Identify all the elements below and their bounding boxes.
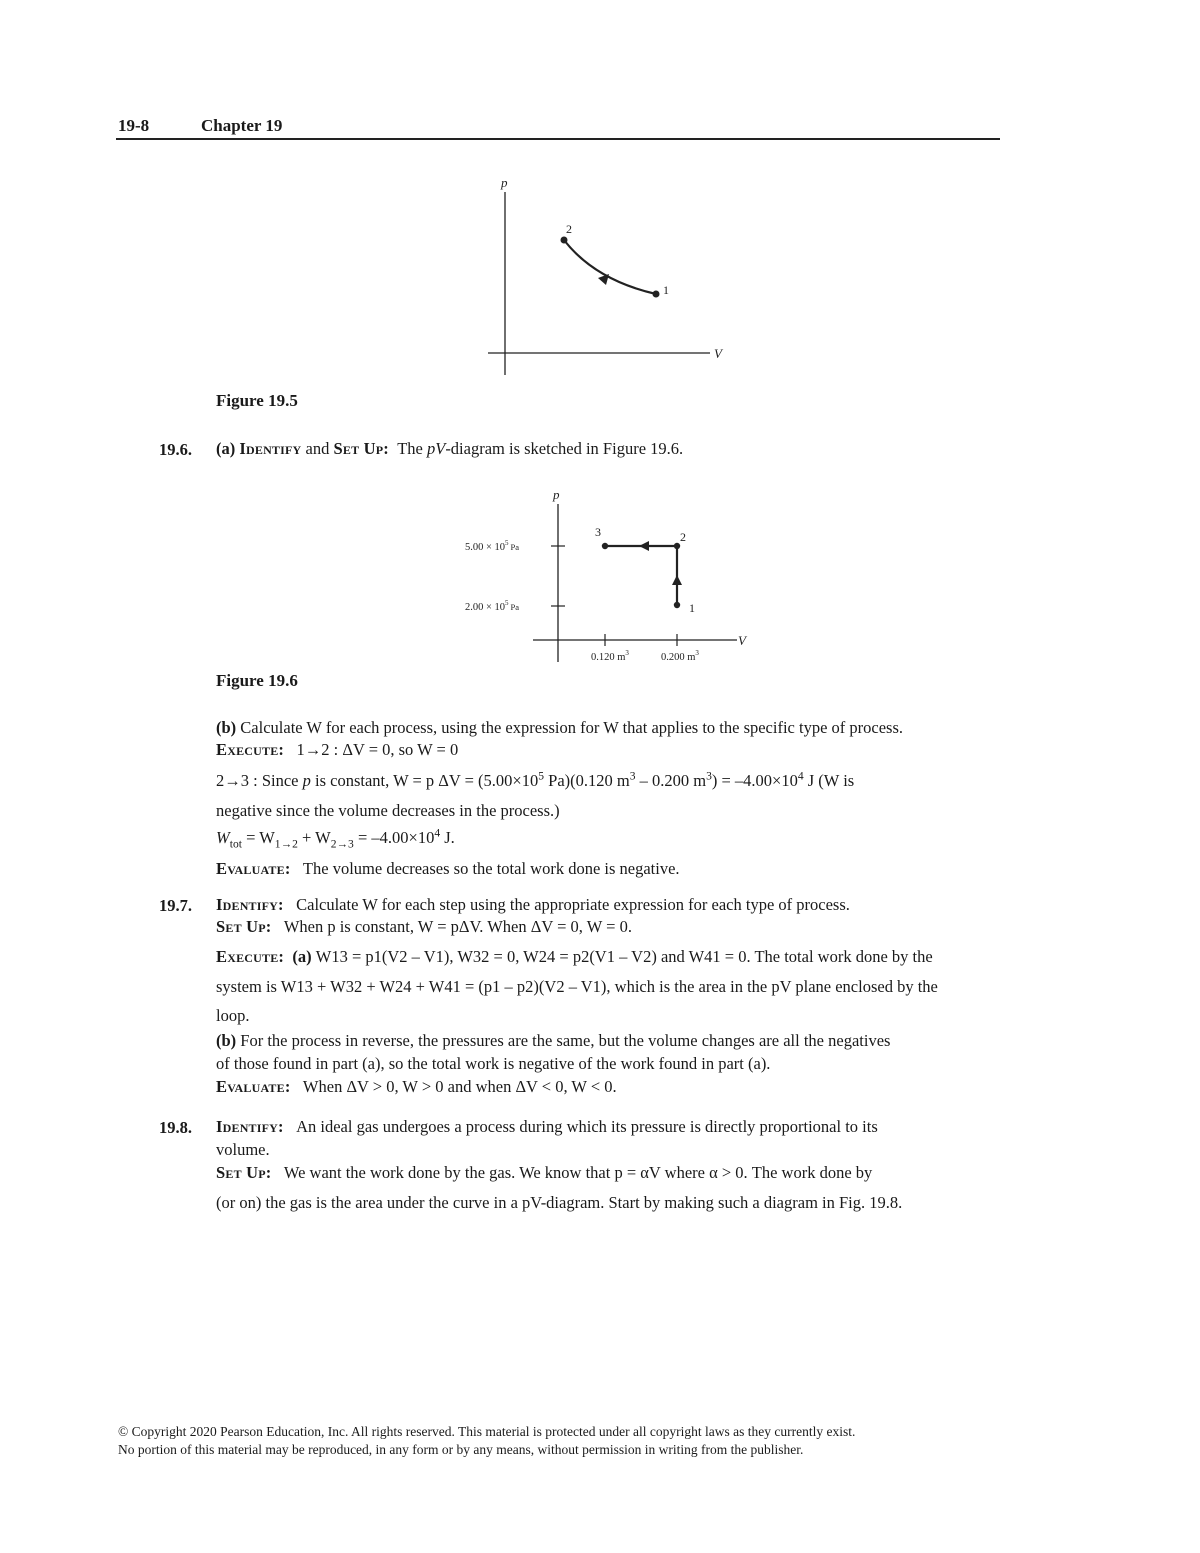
arrow-up <box>672 575 682 585</box>
problem-19-6-a-line: (a) Identify and Set Up: The pV-diagram is sketched in Figure 19.6. <box>216 439 684 458</box>
problem-19-7-system: system is W13 + W32 + W24 + W41 = (p1 – p2)(V2 – V1), which is the area in the pV plane enclosed by the <box>216 977 938 996</box>
point-2-label: 2 <box>680 530 686 544</box>
point-2-label: 2 <box>566 222 572 236</box>
problem-19-7-evaluate: Evaluate: When ΔV > 0, W > 0 and when ΔV < 0, W < 0. <box>216 1077 617 1096</box>
problem-19-8-number: 19.8. <box>159 1118 192 1137</box>
point-1-marker <box>653 291 660 298</box>
header-rule <box>116 138 1000 140</box>
problem-19-6-negative-note: negative since the volume decreases in the process.) <box>216 801 560 820</box>
problem-19-7-setup: Set Up: When p is constant, W = pΔV. When ΔV = 0, W = 0. <box>216 917 632 936</box>
problem-19-6-execute-line: Execute: 1→2 : ΔV = 0, so W = 0 <box>216 740 459 759</box>
problem-19-7-number: 19.7. <box>159 896 192 915</box>
figure-19-6-caption: Figure 19.6 <box>216 671 298 690</box>
point-3-marker <box>602 543 608 549</box>
point-1-label: 1 <box>663 283 669 297</box>
p-axis-label: p <box>553 487 560 502</box>
figure-19-6-diagram <box>455 484 755 669</box>
point-1-marker <box>674 602 680 608</box>
page-number: 19-8 <box>118 116 150 135</box>
v-axis-label: V <box>738 633 746 648</box>
footer-copyright-1: © Copyright 2020 Pearson Education, Inc. All rights reserved. This material is protected under all copyright laws as they currently exist. <box>118 1424 856 1439</box>
point-1-label: 1 <box>689 601 695 615</box>
point-2-marker <box>561 237 568 244</box>
problem-19-7-b-line2: of those found in part (a), so the total work is negative of the work found in part (a). <box>216 1054 771 1073</box>
tick-label-v2: 0.200 $m^3$ <box>661 649 699 663</box>
problem-19-7-b-line1: (b) For the process in reverse, the pressures are the same, but the volume changes are all the negatives <box>216 1031 891 1050</box>
chapter-title: Chapter 19 <box>201 116 283 135</box>
direction-arrow <box>598 274 609 285</box>
problem-19-7-identify: Identify: Calculate W for each step using the appropriate expression for each type of process. <box>216 895 850 914</box>
arrow-left <box>639 541 649 551</box>
p-axis-label: p <box>501 175 508 190</box>
v-axis-label: V <box>714 346 722 361</box>
tick-label-p-high: $5.00 \times 10^5$ $_{Pa}$ <box>465 539 520 553</box>
footer-copyright-2: No portion of this material may be reproduced, in any form or by any means, without permission in writing from the publisher. <box>118 1442 804 1457</box>
process-curve <box>564 240 656 294</box>
problem-19-8-setup-1: Set Up: We want the work done by the gas. We know that p = αV where α > 0. The work done by <box>216 1163 873 1182</box>
problem-19-7-execute: Execute: (a) W13 = p1(V2 – V1), W32 = 0, W24 = p2(V1 – V2) and W41 = 0. The total work done by the <box>216 947 933 966</box>
problem-19-8-identify-1: Identify: An ideal gas undergoes a process during which its pressure is directly proportional to its <box>216 1117 878 1136</box>
problem-19-6-total-work: $W_{tot} = W_{1\to 2} + W_{2\to 3} = -4.00\times 10^4$ J. <box>216 827 455 851</box>
problem-19-6-step-2-3: 2→3 : Since p is constant, W = p $\Delta V = (5.00\times 10^5$ Pa)(0.120 $m^3 - 0.200$ $m^3) = -4.00\times 10^4$ J (W is <box>216 770 855 790</box>
figure-19-5-diagram <box>480 170 740 380</box>
problem-19-6-evaluate: Evaluate: The volume decreases so the total work done is negative. <box>216 859 680 878</box>
figure-19-5-caption: Figure 19.5 <box>216 391 298 410</box>
problem-19-8-identify-2: volume. <box>216 1140 270 1159</box>
problem-19-6-b-line: (b) Calculate W for each process, using the expression for W that applies to the specific type of process. <box>216 718 904 737</box>
problem-19-8-setup-2: (or on) the gas is the area under the curve in a pV-diagram. Start by making such a diagram in Fig. 19.8. <box>216 1193 903 1212</box>
tick-label-v1: 0.120 $m^3$ <box>591 649 629 663</box>
point-3-label: 3 <box>595 525 601 539</box>
tick-label-p-low: $2.00 \times 10^5$ $_{Pa}$ <box>465 599 520 613</box>
problem-19-7-loop: loop. <box>216 1006 250 1025</box>
problem-19-6-number: 19.6. <box>159 440 192 459</box>
